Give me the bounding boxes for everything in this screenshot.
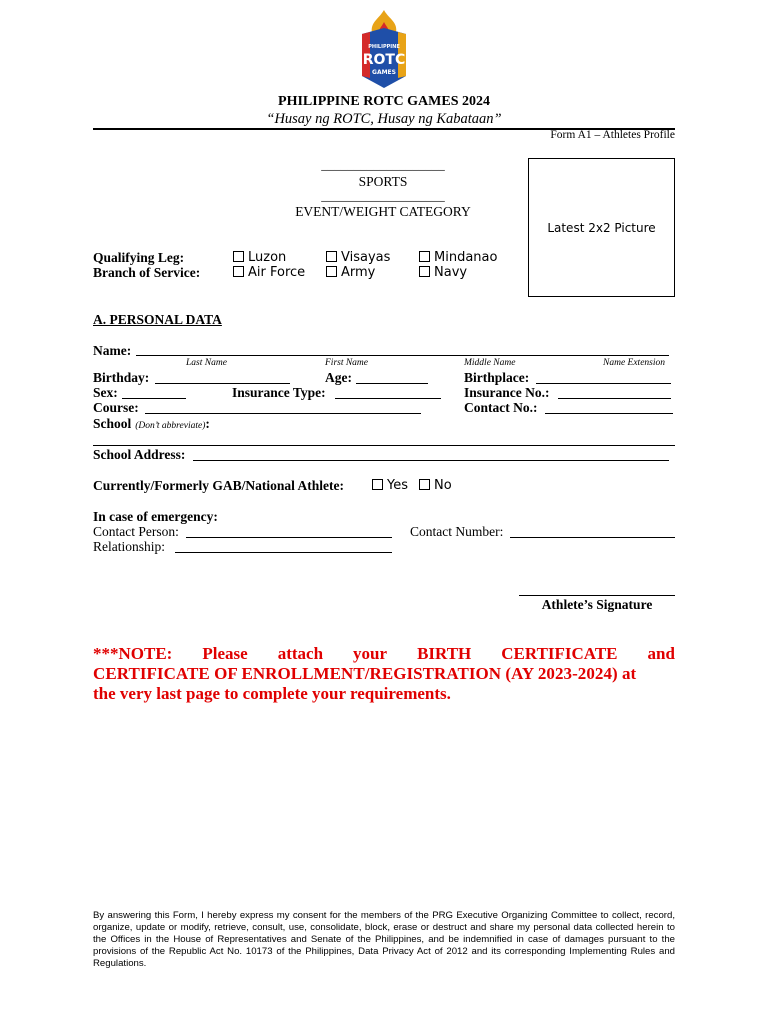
contact-no-label: Contact No.: [464, 400, 538, 415]
school-address-field[interactable] [193, 460, 669, 461]
note-line-2: CERTIFICATE OF ENROLLMENT/REGISTRATION (AY 2023-2024) at [93, 664, 637, 683]
option-label: Yes [387, 478, 408, 493]
birthplace-label: Birthplace: [464, 370, 530, 385]
form-id: Form A1 – Athletes Profile [550, 129, 675, 141]
checkbox[interactable] [326, 266, 337, 277]
event-line[interactable]: ___________________ [321, 188, 445, 203]
photo-box[interactable] [528, 158, 675, 297]
insurance-type-field[interactable] [335, 398, 441, 399]
option-label: Luzon [248, 250, 287, 265]
contact-number-label: Contact Number: [410, 524, 504, 539]
option-label: Mindanao [434, 250, 498, 265]
birthday-field[interactable] [155, 383, 290, 384]
option-luzon[interactable] [233, 250, 286, 265]
option-air-force[interactable] [233, 265, 305, 280]
checkbox[interactable] [372, 479, 383, 490]
name-field[interactable] [136, 355, 669, 356]
school-colon: : [205, 416, 210, 431]
svg-text:GAMES: GAMES [372, 69, 396, 76]
school-address-label: School Address: [93, 447, 186, 462]
checkbox[interactable] [326, 251, 337, 262]
form-motto: “Husay ng ROTC, Husay ng Kabataan” [266, 111, 502, 127]
name-part-extension: Name Extension [603, 358, 666, 368]
note-line-3: the very last page to complete your requirements. [93, 684, 451, 703]
note-line-1 [93, 644, 675, 664]
photo-box-label: Latest 2x2 Picture [547, 221, 656, 235]
school-field[interactable] [93, 445, 675, 446]
insurance-no-field[interactable] [558, 398, 671, 399]
name-part-first: First Name [325, 358, 369, 368]
sports-line[interactable]: ___________________ [321, 157, 445, 172]
qualifying-leg-label: Qualifying Leg: [93, 250, 185, 265]
sex-label: Sex: [93, 385, 118, 400]
option-yes[interactable] [372, 478, 408, 493]
age-field[interactable] [356, 383, 428, 384]
note-word: CERTIFICATE [501, 644, 618, 663]
option-navy[interactable] [419, 265, 467, 280]
checkbox[interactable] [419, 266, 430, 277]
contact-person-label: Contact Person: [93, 524, 179, 539]
svg-text:ROTC: ROTC [362, 52, 406, 68]
sports-label: SPORTS [358, 174, 408, 189]
option-no[interactable] [419, 478, 452, 493]
insurance-type-label: Insurance Type: [232, 385, 326, 400]
signature-field[interactable] [519, 595, 675, 596]
note-word: and [647, 644, 675, 663]
contact-no-field[interactable] [545, 413, 673, 414]
section-title-personal-data: A. PERSONAL DATA [93, 312, 222, 327]
logo-graphic [356, 8, 412, 92]
gab-athlete-label: Currently/Formerly GAB/National Athlete: [93, 478, 344, 493]
note-word: attach [277, 644, 324, 663]
option-label: Air Force [248, 265, 306, 280]
contact-number-field[interactable] [510, 537, 675, 538]
form-title: PHILIPPINE ROTC GAMES 2024 [278, 94, 490, 109]
requirements-note [93, 644, 675, 704]
checkbox[interactable] [419, 479, 430, 490]
name-part-middle: Middle Name [464, 358, 516, 368]
option-army[interactable] [326, 265, 375, 280]
option-label: Visayas [341, 250, 391, 265]
birthplace-field[interactable] [536, 383, 671, 384]
branch-of-service-label: Branch of Service: [93, 265, 201, 280]
insurance-no-label: Insurance No.: [464, 385, 550, 400]
course-field[interactable] [145, 413, 421, 414]
signature-label: Athlete’s Signature [541, 597, 653, 612]
option-label: No [434, 478, 452, 493]
option-visayas[interactable] [326, 250, 390, 265]
option-mindanao[interactable] [419, 250, 497, 265]
note-word: ***NOTE: [93, 644, 173, 663]
checkbox[interactable] [233, 266, 244, 277]
rotc-games-logo [356, 8, 412, 92]
contact-person-field[interactable] [186, 537, 392, 538]
school-label [93, 415, 210, 433]
checkbox[interactable] [233, 251, 244, 262]
birthday-label: Birthday: [93, 370, 150, 385]
sex-field[interactable] [122, 398, 186, 399]
checkbox[interactable] [419, 251, 430, 262]
relationship-field[interactable] [175, 552, 392, 553]
note-word: Please [202, 644, 248, 663]
age-label: Age: [325, 370, 352, 385]
name-label: Name: [93, 343, 132, 358]
school-note: (Don’t abbreviate) [135, 421, 206, 431]
note-word: BIRTH [417, 644, 472, 663]
privacy-consent: By answering this Form, I hereby express my consent for the members of the PRG Executive Organizing Committee to collect, record, organize, update or modify, retrieve, consult, use, consolidate, block, erase or destruct and share my personal data collected herein to the Offices in the House of Representatives and Senate of the Philippines, and be indemnified in case of damages pursuant to the provisions of the Republic Act No. 10173 of the Philippines, Data Privacy Act of 2012 and its corresponding Implementing Rules and Regulations. [93, 910, 675, 969]
svg-text:PHILIPPINE: PHILIPPINE [368, 44, 400, 50]
event-label: EVENT/WEIGHT CATEGORY [295, 204, 471, 219]
emergency-title: In case of emergency: [93, 509, 218, 524]
option-label: Navy [434, 265, 468, 280]
relationship-label: Relationship: [93, 539, 165, 554]
note-word: your [353, 644, 388, 663]
school-label-text: School [93, 416, 132, 431]
option-label: Army [341, 265, 376, 280]
name-part-last: Last Name [186, 358, 227, 368]
course-label: Course: [93, 400, 139, 415]
